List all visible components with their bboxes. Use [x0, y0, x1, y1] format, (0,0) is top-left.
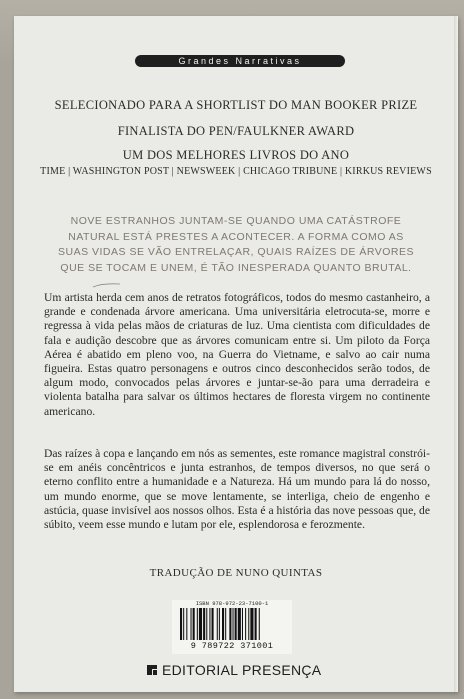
- barcode-number: 9 789722 371001: [190, 641, 274, 651]
- best-books-line: UM DOS MELHORES LIVROS DO ANO: [122, 148, 350, 162]
- award-finalist: FINALISTA DO PEN/FAULKNER AWARD: [117, 124, 355, 138]
- page-edges: [454, 16, 458, 692]
- blurb-paragraph-1: Um artista herda cem anos de retratos fotográficos, todos do mesmo castanheiro, a grande e condenada árvore americana. Uma universitária eletrocuta-se, morre e regressa à vida pelas mãos de criaturas de luz. Uma cientista com dificuldades de fala e audição descobre que as árvores comunicam entre si. Um piloto da Força Aérea é abatido em pleno voo, na Guerra do Vietname, e salvo ao cair numa figueira. Estas quatro personagens e outros cinco desconhecidos serão todos, de algum modo, convocados pelas árvores e juntar-se-ão para uma derradeira e violenta batalha para salvar os últimos hectares de floresta virgem no continente americano.: [44, 291, 430, 418]
- publisher-mark-icon: [146, 664, 158, 676]
- series-label: Grandes Narrativas: [135, 55, 345, 67]
- isbn-text: ISBN 978-972-23-7100-1: [195, 600, 269, 607]
- pencil-mark: [92, 282, 122, 288]
- book-back-cover: [14, 16, 458, 692]
- publisher-logo: [146, 662, 336, 678]
- blurb-paragraph-2: Das raízes à copa e lançando em nós as sementes, este romance magistral constrói-se em anéis concêntricos e junta estranhos, de tempos diversos, no que será o eterno conflito entre a humanidade e a Natureza. Há um mundo para lá do nosso, um mundo enorme, que se move lentamente, se interliga, cheio de engenho e astúcia, quase invisível aos nossos olhos. Esta é a história das nove pessoas que, de súbito, veem esse mundo e lutam por ele, esplendorosa e ferozmente.: [44, 447, 430, 532]
- barcode-bars: [180, 608, 284, 640]
- award-shortlist: SELECIONADO PARA A SHORTLIST DO MAN BOOKER PRIZE: [54, 98, 418, 112]
- translator-credit: TRADUÇÃO DE NUNO QUINTAS: [149, 567, 323, 579]
- teaser-text: NOVE ESTRANHOS JUNTAM-SE QUANDO UMA CATÁSTROFE NATURAL ESTÁ PRESTES A ACONTECER. A FORMA COMO AS SUAS VIDAS SE VÃO ENTRELAÇAR, QUAIS RAÍZES DE ÁRVORES QUE SE TOCAM E UNEM, É TÃO INESPERADA QUANTO BRUTAL.: [58, 215, 414, 274]
- barcode: [172, 600, 292, 654]
- press-sources: TIME | WASHINGTON POST | NEWSWEEK | CHICAGO TRIBUNE | KIRKUS REVIEWS: [40, 166, 432, 177]
- publisher-name: EDITORIAL PRESENÇA: [162, 662, 322, 678]
